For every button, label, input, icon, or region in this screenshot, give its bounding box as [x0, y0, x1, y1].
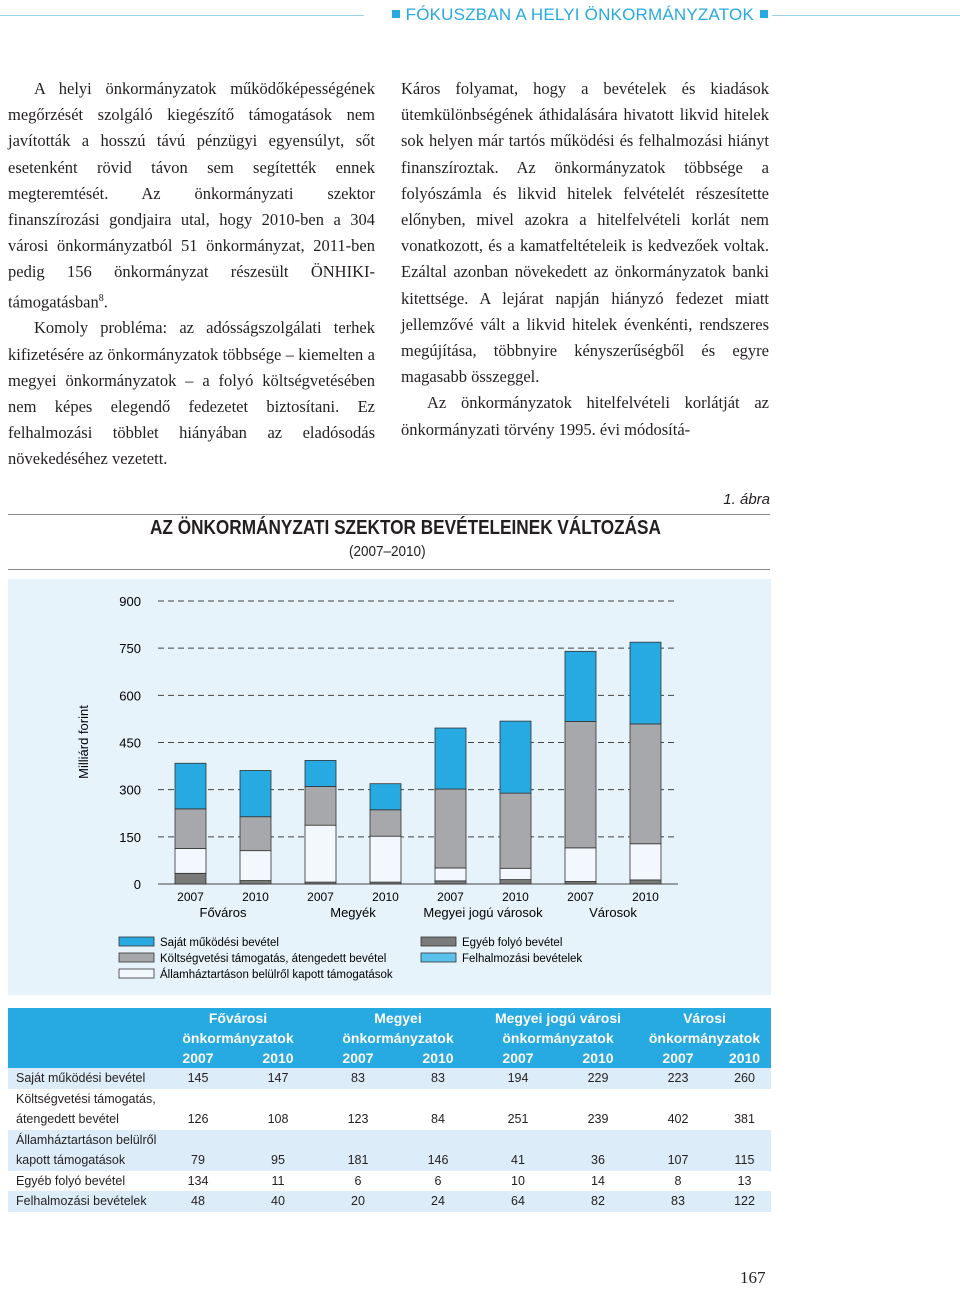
table-cell: 402 — [638, 1109, 718, 1130]
table-year-header: 2007 — [638, 1048, 718, 1068]
paragraph: Az önkormányzatok hitelfelvételi korlátját az önkormányzati törvény 1995. évi módosítá- — [401, 393, 769, 439]
x-group-label: Városok — [589, 905, 637, 920]
row-label: kapott támogatások — [8, 1150, 158, 1171]
legend-label: Saját működési bevétel — [160, 937, 279, 949]
paragraph: Komoly probléma: az adósságszolgálati terhek kifizetésére az önkormányzatok többsége – kiemelten a megyei önkormányzatok – a folyó költségvetésében nem képes elegendő fedezetet biztosítani. Ez felhalmozási többlet hiányában az eladósodás növekedéséhez vezetett. — [8, 318, 375, 469]
table-row — [8, 1068, 771, 1089]
table-group-header: Fővárosi — [158, 1008, 318, 1028]
text-column-right — [401, 76, 769, 443]
bar-segment — [305, 825, 336, 882]
bar-segment — [500, 721, 531, 793]
table-cell: 11 — [238, 1171, 318, 1192]
bar-segment — [240, 851, 271, 881]
table-cell: 123 — [318, 1109, 398, 1130]
table-header-row — [8, 1028, 771, 1048]
square-bullet-icon — [760, 10, 768, 18]
bar-segment — [630, 724, 661, 844]
x-tick-label: 2007 — [567, 890, 594, 904]
x-group-label: Megyei jogú városok — [423, 905, 543, 920]
bar-segment — [305, 760, 336, 786]
bar-segment — [565, 848, 596, 882]
legend-label: Egyéb folyó bevétel — [462, 937, 563, 949]
table-row — [8, 1150, 771, 1171]
bar-segment — [435, 868, 466, 881]
table-header-empty — [8, 1008, 158, 1028]
y-tick-label: 0 — [133, 877, 141, 892]
table-cell-empty — [398, 1130, 478, 1151]
bar-segment — [370, 784, 401, 810]
bar-segment — [435, 728, 466, 789]
bar-segment — [175, 763, 206, 809]
table-row — [8, 1089, 771, 1110]
table-cell: 48 — [158, 1191, 238, 1212]
table-cell: 147 — [238, 1068, 318, 1089]
legend-swatch — [421, 953, 456, 962]
y-tick-label: 900 — [119, 594, 141, 609]
table-cell-empty — [718, 1089, 771, 1110]
legend-label: Államháztartáson belülről kapott támogatások — [160, 969, 393, 981]
table-cell-empty — [318, 1130, 398, 1151]
table-cell-empty — [158, 1089, 238, 1110]
table-cell: 83 — [318, 1068, 398, 1089]
table-cell: 8 — [638, 1171, 718, 1192]
bar-segment — [370, 810, 401, 836]
table-cell: 260 — [718, 1068, 771, 1089]
table-group-header: Megyei — [318, 1008, 478, 1028]
table-cell: 107 — [638, 1150, 718, 1171]
y-axis-label: Milliárd forint — [76, 705, 91, 779]
bar-segment — [500, 793, 531, 868]
table-cell-empty — [478, 1130, 558, 1151]
table-group-header: Megyei jogú városi — [478, 1008, 638, 1028]
table-cell: 83 — [638, 1191, 718, 1212]
figure-rule-top — [8, 514, 770, 515]
table-year-header: 2010 — [558, 1048, 638, 1068]
row-label: átengedett bevétel — [8, 1109, 158, 1130]
section-title-text: FÓKUSZBAN A HELYI ÖNKORMÁNYZATOK — [405, 5, 754, 24]
table-cell: 82 — [558, 1191, 638, 1212]
table-row — [8, 1191, 771, 1212]
bar-segment — [370, 836, 401, 882]
header-rule-right — [772, 15, 960, 16]
table-cell: 10 — [478, 1171, 558, 1192]
header-rule-left — [0, 15, 364, 16]
table-row — [8, 1171, 771, 1192]
table-cell: 134 — [158, 1171, 238, 1192]
table-cell-empty — [638, 1089, 718, 1110]
table-row — [8, 1130, 771, 1151]
table-cell: 40 — [238, 1191, 318, 1212]
legend-label: Költségvetési támogatás, átengedett bevétel — [160, 953, 387, 965]
bar-segment — [175, 809, 206, 849]
table-cell: 36 — [558, 1150, 638, 1171]
row-label: Költségvetési támogatás, — [8, 1089, 158, 1110]
x-tick-label: 2010 — [632, 890, 659, 904]
square-bullet-icon — [392, 10, 400, 18]
footnote-ref[interactable]: 8 — [98, 292, 104, 304]
table-cell: 6 — [398, 1171, 478, 1192]
bar-segment — [435, 881, 466, 884]
table-cell: 6 — [318, 1171, 398, 1192]
x-tick-label: 2007 — [437, 890, 464, 904]
paragraph: Káros folyamat, hogy a bevételek és kiadások ütemkülönbségének áthidalására hivatott likvid hitelek sok helyen már tartós működési és felhalmozási hiányt finanszíroztak. Az önkormányzatok többsége a folyószámla és likvid hitelek felvételét részesítette előnyben, mivel azokra a hitelfelvételi korlát nem vonatkozott, és a kamatfeltételeik is kedvezőek voltak. Ezáltal azonban növekedett az önkormányzatok banki kitettsége. A lejárat napján hiányzó fedezet miatt jellemzővé vált a likvid hitelek évenkénti, rendszeres megújítása, többnyire kényszerűségből és egyre magasabb összeggel. — [401, 79, 769, 387]
bar-segment — [435, 789, 466, 868]
bar-segment — [500, 880, 531, 884]
table-cell-empty — [238, 1130, 318, 1151]
table-cell: 115 — [718, 1150, 771, 1171]
x-group-label: Megyék — [330, 905, 376, 920]
table-cell: 14 — [558, 1171, 638, 1192]
text-column-left — [8, 76, 375, 473]
legend-swatch — [119, 937, 154, 946]
y-tick-label: 450 — [119, 735, 141, 751]
table-cell: 381 — [718, 1109, 771, 1130]
row-label: Államháztartáson belülről — [8, 1130, 158, 1151]
table-year-header: 2007 — [318, 1048, 398, 1068]
table-cell: 79 — [158, 1150, 238, 1171]
bar-segment — [630, 844, 661, 880]
paragraph-end: . — [103, 292, 108, 312]
table-cell: 126 — [158, 1109, 238, 1130]
bar-segment — [565, 651, 596, 721]
x-tick-label: 2010 — [242, 890, 269, 904]
x-tick-label: 2010 — [372, 890, 399, 904]
table-group-header: Városi — [638, 1008, 771, 1028]
page-number: 167 — [740, 1268, 766, 1287]
table-cell-empty — [718, 1130, 771, 1151]
bar-segment — [175, 848, 206, 873]
table-cell: 20 — [318, 1191, 398, 1212]
table-group-header: önkormányzatok — [318, 1028, 478, 1048]
table-header-empty — [8, 1048, 158, 1068]
x-tick-label: 2010 — [502, 890, 529, 904]
figure-rule-bottom — [8, 569, 770, 570]
table-cell: 41 — [478, 1150, 558, 1171]
bar-segment — [240, 817, 271, 851]
table-header-row — [8, 1008, 771, 1028]
table-cell-empty — [318, 1089, 398, 1110]
table-year-header: 2007 — [478, 1048, 558, 1068]
x-tick-label: 2007 — [177, 890, 204, 904]
table-year-header: 2010 — [718, 1048, 771, 1068]
paragraph — [8, 76, 375, 315]
table-year-header: 2010 — [238, 1048, 318, 1068]
table-year-header: 2010 — [398, 1048, 478, 1068]
figure-title: AZ ÖNKORMÁNYZATI SZEKTOR BEVÉTELEINEK VÁLTOZÁSA — [150, 517, 661, 539]
table-cell-empty — [478, 1089, 558, 1110]
y-tick-label: 600 — [119, 688, 141, 704]
bar-segment — [630, 642, 661, 724]
y-tick-label: 750 — [119, 641, 141, 657]
table-cell: 194 — [478, 1068, 558, 1089]
table-cell: 13 — [718, 1171, 771, 1192]
table-cell: 24 — [398, 1191, 478, 1212]
table-cell: 145 — [158, 1068, 238, 1089]
table-cell: 84 — [398, 1109, 478, 1130]
bar-segment — [240, 770, 271, 816]
y-tick-label: 150 — [119, 829, 141, 845]
table-cell: 251 — [478, 1109, 558, 1130]
y-tick-label: 300 — [119, 782, 141, 798]
table-cell-empty — [398, 1089, 478, 1110]
row-label: Felhalmozási bevételek — [8, 1191, 158, 1212]
table-cell: 229 — [558, 1068, 638, 1089]
legend-label: Felhalmozási bevételek — [462, 953, 583, 965]
table-cell-empty — [158, 1130, 238, 1151]
row-label: Saját működési bevétel — [8, 1068, 158, 1089]
table-row — [8, 1109, 771, 1130]
bar-segment — [175, 873, 206, 884]
table-group-header: önkormányzatok — [638, 1028, 771, 1048]
revenue-table — [8, 1008, 771, 1212]
table-cell: 64 — [478, 1191, 558, 1212]
table-cell: 181 — [318, 1150, 398, 1171]
bar-segment — [240, 881, 271, 884]
table-cell-empty — [238, 1089, 318, 1110]
figure-number: 1. ábra — [723, 491, 770, 508]
table-cell-empty — [558, 1089, 638, 1110]
bar-segment — [630, 880, 661, 884]
row-label: Egyéb folyó bevétel — [8, 1171, 158, 1192]
section-title — [392, 5, 768, 25]
table-cell: 239 — [558, 1109, 638, 1130]
data-table — [8, 1008, 771, 1212]
legend-swatch — [421, 937, 456, 946]
table-cell: 122 — [718, 1191, 771, 1212]
running-header — [0, 0, 960, 32]
bar-segment — [500, 868, 531, 879]
chart-panel — [8, 579, 771, 995]
legend-swatch — [119, 969, 154, 978]
table-cell: 223 — [638, 1068, 718, 1089]
table-year-row — [8, 1048, 771, 1068]
table-cell: 146 — [398, 1150, 478, 1171]
table-year-header: 2007 — [158, 1048, 238, 1068]
table-group-header: önkormányzatok — [158, 1028, 318, 1048]
table-header-empty — [8, 1028, 158, 1048]
table-group-header: önkormányzatok — [478, 1028, 638, 1048]
table-cell: 83 — [398, 1068, 478, 1089]
table-cell-empty — [638, 1130, 718, 1151]
x-group-label: Főváros — [199, 905, 247, 920]
paragraph-text: A helyi önkormányzatok működőképességének megőrzését szolgáló kiegészítő támogatások nem javították a hosszú távú pénzügyi egyensúlyt, sőt esetenként rövid távon sem segítették ennek megteremtését. Az önkormányzati szektor finanszírozási gondjaira utal, hogy 2010-ben a 304 városi önkormányzatból 51 önkormányzat, 2011-ben pedig 156 önkormányzat részesült ÖNHIKI-támogatásban — [8, 79, 375, 312]
table-cell: 95 — [238, 1150, 318, 1171]
stacked-bar-chart — [8, 579, 771, 995]
figure-subtitle: (2007–2010) — [349, 543, 426, 560]
table-cell-empty — [558, 1130, 638, 1151]
bar-segment — [305, 787, 336, 826]
x-tick-label: 2007 — [307, 890, 334, 904]
legend-swatch — [119, 953, 154, 962]
table-cell: 108 — [238, 1109, 318, 1130]
bar-segment — [565, 721, 596, 847]
